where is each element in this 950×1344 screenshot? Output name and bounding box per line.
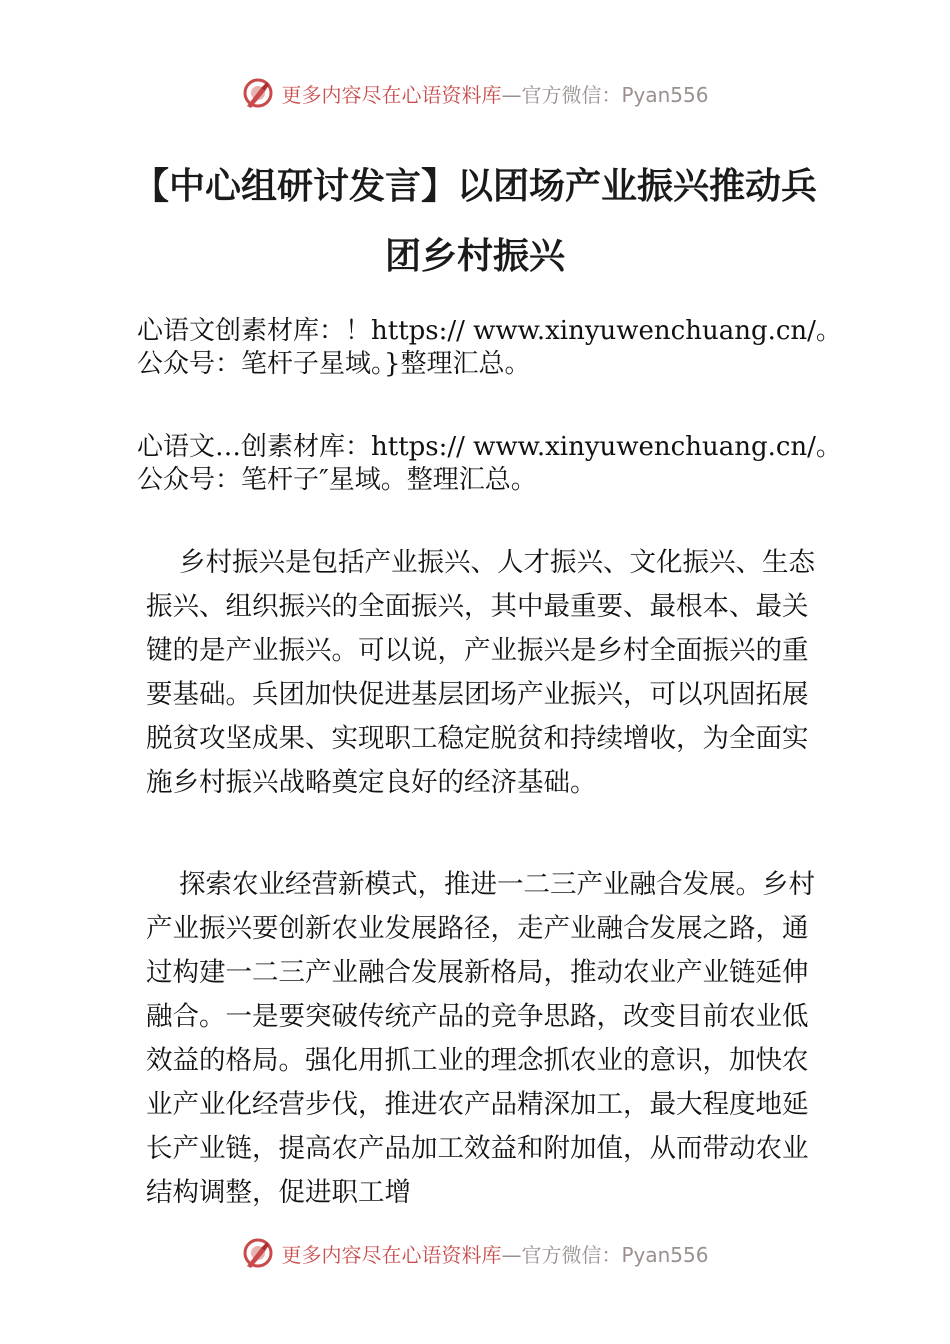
document-title-line-1: 【中心组研讨发言】以团场产业振兴推动兵 [132, 166, 817, 207]
body-paragraph-2: 探索农业经营新模式，推进一二三产业融合发展。乡村产业振兴要创新农业发展路径，走产业融合发展之路，通过构建一二三产业融合发展新格局，推动农业产业链延伸融合。一是要突破传统产品的竞争思路，改变目前农业低效益的格局。强化用抓工业的理念抓农业的意识，加快农业产业化经营步伐，推进农产品精深加工，最大程度地延长产业链，提高农产品加工效益和附加值，从而带动农业结构调整，促进职工增 [146, 869, 815, 1208]
header-banner [0, 73, 950, 113]
body-paragraph-1: 乡村振兴是包括产业振兴、人才振兴、文化振兴、生态振兴、组织振兴的全面振兴，其中最重要、最根本、最关键的是产业振兴。可以说，产业振兴是乡村全面振兴的重要基础。兵团加快促进基层团场产业振兴，可以巩固拓展脱贫攻坚成果、实现职工稳定脱贫和持续增收，为全面实施乡村振兴战略奠定良好的经济基础。 [146, 547, 815, 798]
document-title-line-2: 团乡村振兴 [384, 236, 565, 277]
source-note-1: 心语文创素材库：！https:// www.xinyuwenchuang.cn/。公众号：笔杆子星域。}整理汇总。 [137, 316, 842, 379]
banner-site-text: 更多内容尽在心语资料库 [281, 82, 502, 107]
footer-banner [0, 1233, 950, 1273]
pen-nib-logo-icon [241, 76, 275, 110]
source-note-2: 心语文…创素材库：https:// www.xinyuwenchuang.cn/。公众号：笔杆子″星域。整理汇总。 [137, 432, 842, 495]
banner-wechat-text: —官方微信：Pyan556 [501, 82, 709, 107]
pen-nib-logo-icon [241, 1236, 275, 1270]
banner-wechat-text: —官方微信：Pyan556 [501, 1242, 709, 1267]
banner-site-text: 更多内容尽在心语资料库 [281, 1242, 502, 1267]
